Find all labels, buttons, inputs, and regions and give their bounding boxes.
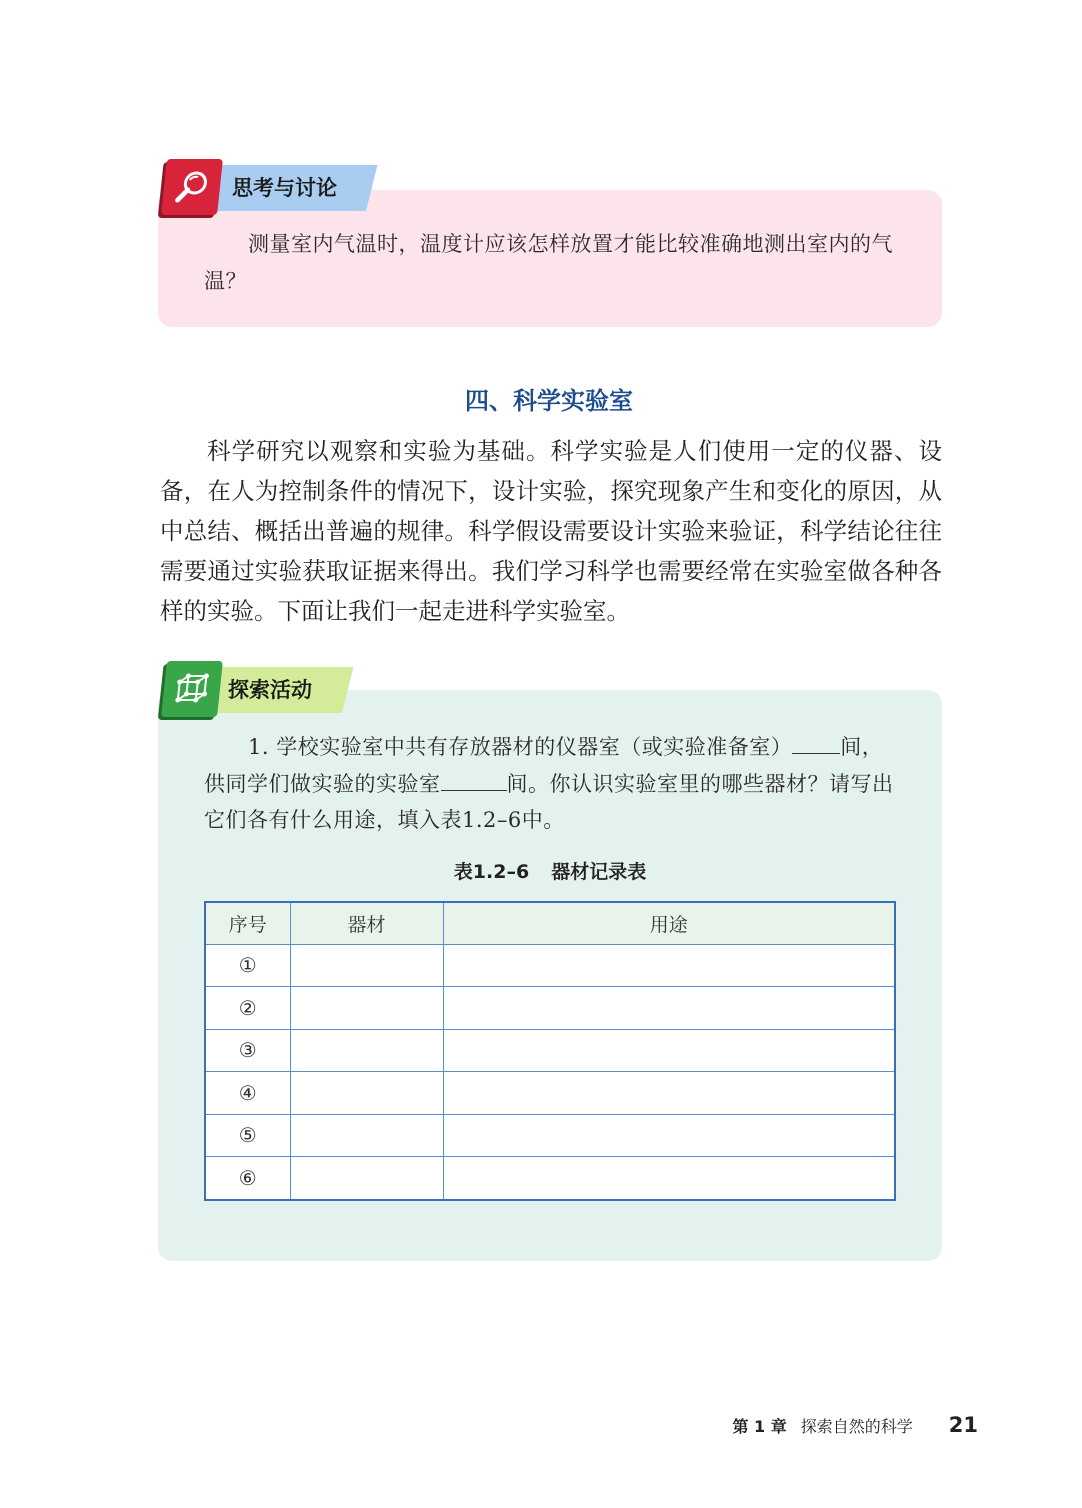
chapter-label: 第 1 章 [732, 1417, 787, 1436]
magnifier-icon [170, 167, 214, 207]
row-number: ⑥ [205, 1157, 290, 1200]
usage-cell[interactable] [443, 1157, 895, 1200]
table-row [205, 944, 895, 987]
explore-icon-tile [161, 661, 223, 717]
section-heading: 四、科学实验室 [465, 387, 633, 415]
equipment-cell[interactable] [290, 1072, 443, 1115]
table-row [205, 987, 895, 1030]
usage-cell[interactable] [443, 1114, 895, 1157]
row-number: ⑤ [205, 1114, 290, 1157]
row-number: ① [205, 944, 290, 987]
think-icon-tile [161, 159, 223, 215]
chapter-title: 探索自然的科学 [800, 1417, 913, 1436]
answer-blank-2[interactable] [441, 768, 507, 791]
equipment-cell[interactable] [290, 1029, 443, 1072]
header-index: 序号 [205, 902, 290, 944]
equipment-record-table [204, 901, 896, 1201]
answer-blank-1[interactable] [792, 731, 840, 754]
table-row [205, 1157, 895, 1200]
header-usage: 用途 [443, 902, 895, 944]
explore-tab-title: 探索活动 [228, 678, 312, 702]
row-number: ② [205, 987, 290, 1030]
table-caption: 表1.2–6 器材记录表 [453, 861, 647, 883]
header-equipment: 器材 [290, 902, 443, 944]
page-number: 21 [948, 1413, 978, 1437]
cube-network-icon [170, 669, 214, 709]
explore-question: 1. 学校实验室中共有存放器材的仪器室（或实验准备室） 间，供同学们做实验的实验室 间。你认识实验室里的哪些器材？请写出它们各有什么用途，填入表1.2–6中。 [204, 729, 904, 839]
row-number: ④ [205, 1072, 290, 1115]
section-paragraph: 科学研究以观察和实验为基础。科学实验是人们使用一定的仪器、设备，在人为控制条件的情况下，设计实验，探究现象产生和变化的原因，从中总结、概括出普遍的规律。科学假设需要设计实验来验证，科学结论往往需要通过实验获取证据来得出。我们学习科学也需要经常在实验室做各种各样的实验。下面让我们一起走进科学实验室。 [160, 437, 942, 625]
equipment-cell[interactable] [290, 1114, 443, 1157]
table-row [205, 1114, 895, 1157]
equipment-cell[interactable] [290, 944, 443, 987]
usage-cell[interactable] [443, 944, 895, 987]
usage-cell[interactable] [443, 987, 895, 1030]
think-question: 测量室内气温时，温度计应该怎样放置才能比较准确地测出室内的气温？ [204, 232, 893, 293]
table-row [205, 1072, 895, 1115]
think-tab-title: 思考与讨论 [232, 176, 337, 200]
usage-cell[interactable] [443, 1072, 895, 1115]
page-footer [732, 1413, 978, 1437]
table-row [205, 1029, 895, 1072]
row-number: ③ [205, 1029, 290, 1072]
equipment-cell[interactable] [290, 1157, 443, 1200]
usage-cell[interactable] [443, 1029, 895, 1072]
equipment-cell[interactable] [290, 987, 443, 1030]
